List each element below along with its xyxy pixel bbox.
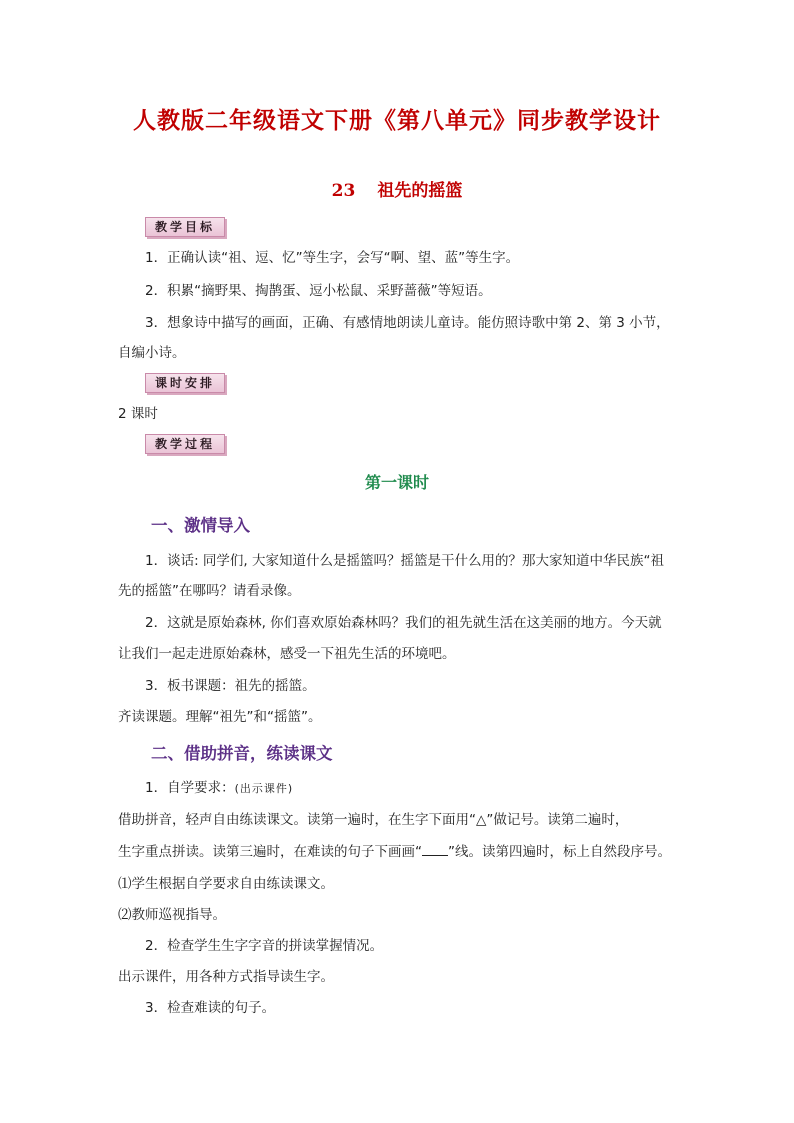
lesson-name: 祖先的摇篮 — [377, 181, 463, 201]
part1-line: 3．板书课题：祖先的摇篮。 — [145, 678, 316, 694]
part1-line: 2．这就是原始森林, 你们喜欢原始森林吗？我们的祖先就生活在这美丽的地方。今天就 — [145, 615, 662, 631]
part2-heading: 二、借助拼音，练读课文 — [151, 744, 333, 763]
part1-line: 让我们一起走进原始森林，感受一下祖先生活的环境吧。 — [118, 646, 456, 662]
document-title: 人教版二年级语文下册《第八单元》同步教学设计 — [133, 107, 661, 134]
process-badge: 教学过程 — [145, 434, 225, 454]
goals-badge: 教学目标 — [145, 217, 225, 237]
part1-heading: 一、激情导入 — [151, 516, 250, 535]
part2-para: 借助拼音，轻声自由练读课文。读第一遍时，在生字下面用“△”做记号。读第二遍时， — [118, 812, 629, 828]
schedule-badge: 课时安排 — [145, 373, 225, 393]
lesson-number: 23 — [331, 181, 356, 201]
para-part: 生字重点拼读。读第三遍时，在难读的句子下画画“ — [118, 844, 422, 860]
part2-para — [118, 842, 671, 862]
goal-line: 3．想象诗中描写的画面，正确、有感情地朗读儿童诗。能仿照诗歌中第 2、第 3 小节， — [145, 315, 670, 331]
part1-line: 1．谈话: 同学们, 大家知道什么是摇篮吗？摇篮是干什么用的？那大家知道中华民族“祖 — [145, 553, 665, 569]
part2-line: 3．检查难读的句子。 — [145, 1000, 276, 1016]
part2-line: 出示课件，用各种方式指导读生字。 — [118, 969, 334, 985]
part2-line: ⑵教师巡视指导。 — [118, 907, 226, 923]
part2-requirement — [145, 778, 293, 799]
schedule-text: 2 课时 — [118, 406, 158, 422]
underline-blank — [422, 843, 448, 856]
goal-line: 自编小诗。 — [118, 345, 186, 361]
part2-line: 2．检查学生生字字音的拼读掌握情况。 — [145, 938, 384, 954]
goal-line: 1．正确认读“祖、逗、忆”等生字，会写“啊、望、蓝”等生字。 — [145, 250, 520, 266]
part2-line: ⑴学生根据自学要求自由练读课文。 — [118, 876, 334, 892]
lesson-title — [0, 176, 794, 201]
goal-line: 2．积累“摘野果、掏鹊蛋、逗小松鼠、采野蔷薇”等短语。 — [145, 283, 492, 299]
para-part: ”线。读第四遍时，标上自然段序号。 — [448, 844, 671, 860]
part1-line: 齐读课题。理解“祖先”和“摇篮”。 — [118, 709, 322, 725]
part1-line: 先的摇篮”在哪吗？请看录像。 — [118, 583, 301, 599]
requirement-label: 1．自学要求： — [145, 780, 235, 796]
first-lesson-heading: 第一课时 — [364, 473, 429, 492]
requirement-note: (出示课件) — [234, 782, 294, 795]
